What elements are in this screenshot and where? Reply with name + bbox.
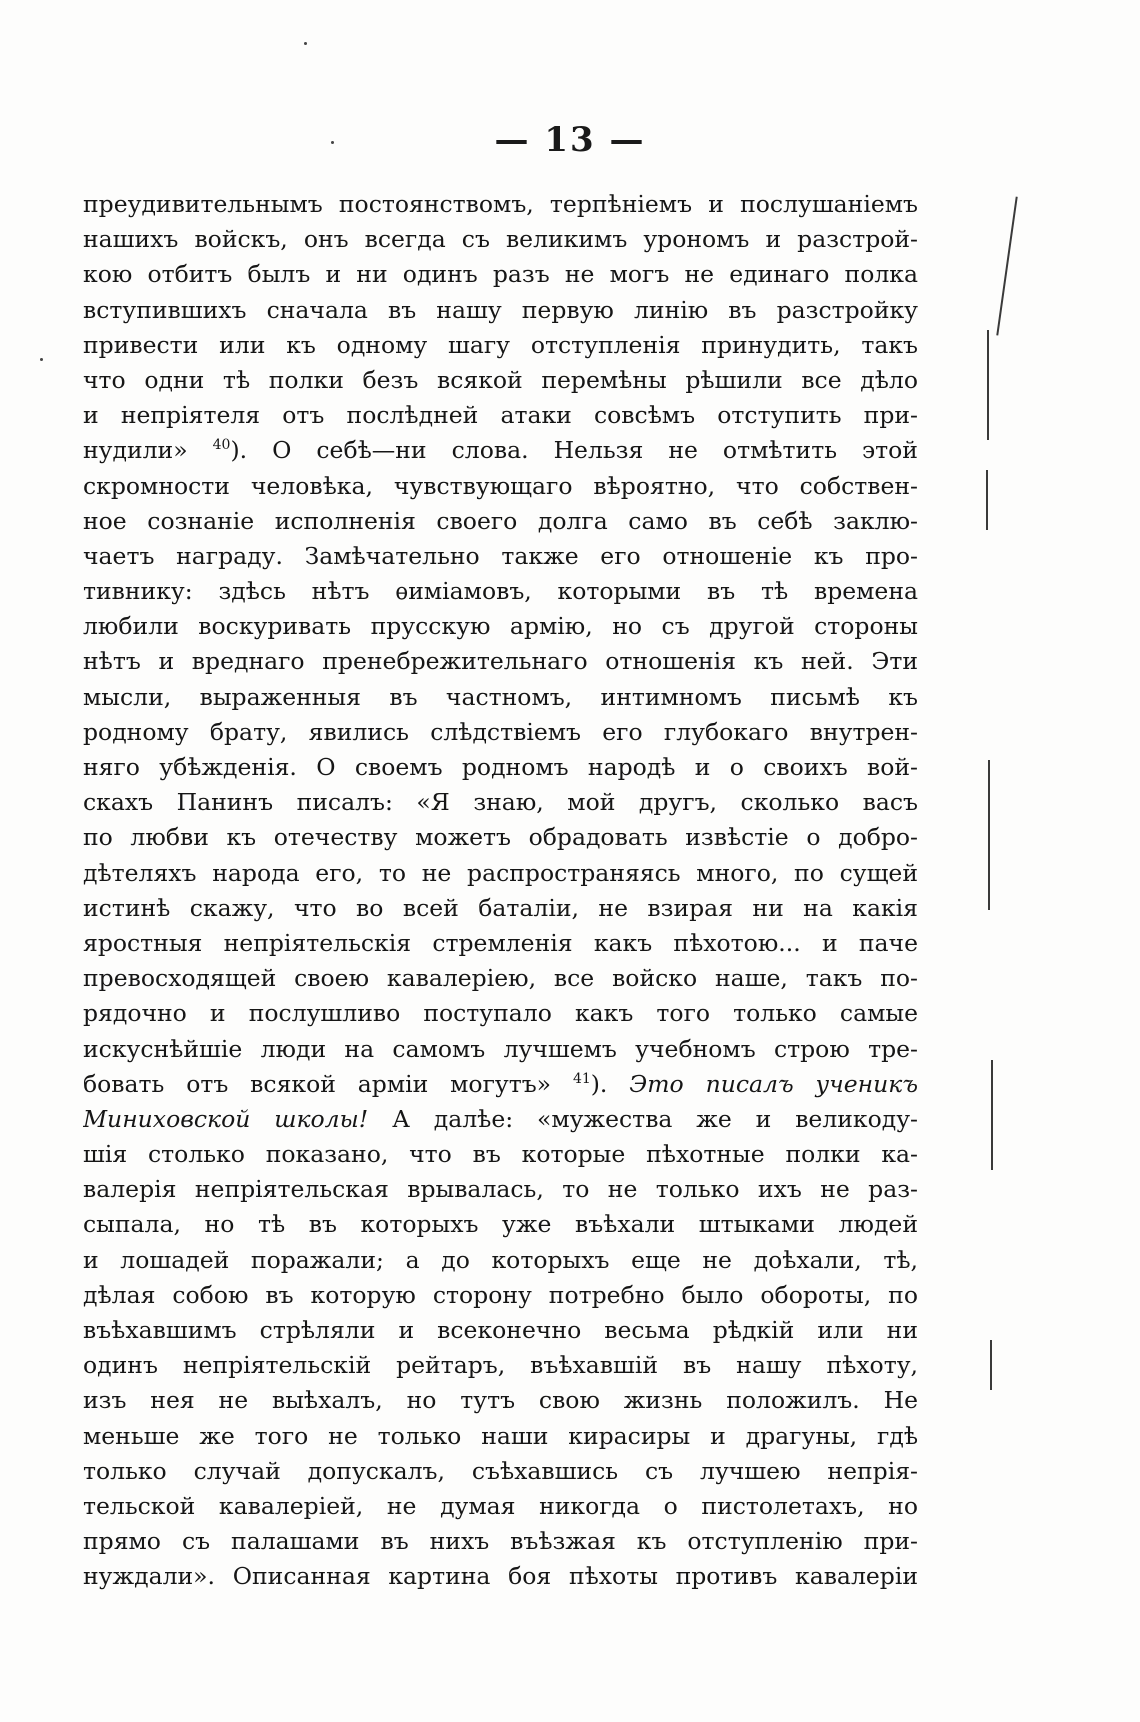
text-line (83, 1067, 918, 1102)
text-line: одинъ непріятельскій рейтаръ, въѣхавшій въ нашу пѣхоту, (83, 1351, 918, 1380)
margin-scan-line (996, 197, 1017, 336)
scan-speck (304, 42, 307, 45)
text-line: яростныя непріятельскія стремленія какъ пѣхотою... и паче (83, 928, 918, 957)
text-line (83, 1102, 918, 1137)
text-line: тельской кавалеріей, не думая никогда о пистолетахъ, но (83, 1491, 918, 1520)
text-line: въѣхавшимъ стрѣляли и всеконечно весьма рѣдкій или ни (83, 1316, 918, 1344)
scan-speck (40, 358, 43, 361)
text-line: сыпала, но тѣ въ которыхъ уже въѣхали штыками людей (83, 1210, 918, 1239)
text-fragment: нудили» (83, 436, 188, 465)
text-line: привести или къ одному шагу отступленія принудить, такъ (83, 330, 918, 359)
body-text (83, 187, 918, 1595)
text-line: дѣтеляхъ народа его, то не распространяясь много, по сущей (83, 858, 918, 887)
text-line: истинѣ скажу, что во всей баталіи, не взирая ни на какія (83, 893, 918, 922)
text-line: чаетъ награду. Замѣчательно также его отношеніе къ про- (83, 541, 918, 570)
text-fragment: ). О себѣ—ни слова. Нельзя не отмѣтить этой (230, 436, 918, 465)
footnote-ref-41: 41 (572, 1070, 591, 1087)
text-fragment: ). (590, 1069, 608, 1098)
text-line: скромности человѣка, чувствующаго вѣроятно, что собствен- (83, 471, 918, 500)
text-line: валерія непріятельская врывалась, то не только ихъ не раз- (83, 1175, 918, 1204)
text-fragment: А далѣе: «мужества же и великоду- (392, 1104, 918, 1133)
text-line: прямо съ палашами въ нихъ въѣзжая къ отступленію при- (83, 1527, 918, 1556)
text-line: дѣлая собою въ которую сторону потребно было обороты, по (83, 1280, 918, 1309)
text-line: нѣтъ и вреднаго пренебрежительнаго отношенія къ ней. Эти (83, 647, 918, 676)
text-line: ное сознаніе исполненія своего долга само въ себѣ заклю- (83, 506, 918, 535)
margin-scan-line (986, 470, 988, 530)
text-line: превосходящей своею кавалеріею, все войско наше, такъ по- (83, 964, 918, 993)
margin-scan-line (987, 330, 989, 440)
text-line: шія столько показано, что въ которые пѣхотные полки ка- (83, 1140, 918, 1169)
text-line: по любви къ отечеству можетъ обрадовать извѣстіе о добро- (83, 823, 918, 852)
text-line: родному брату, явились слѣдствіемъ его глубокаго внутрен- (83, 717, 918, 746)
margin-scan-line (991, 1060, 993, 1170)
text-line: преудивительнымъ постоянствомъ, терпѣніемъ и послушаніемъ (83, 190, 918, 218)
text-line: кою отбитъ былъ и ни одинъ разъ не могъ не единаго полка (83, 260, 918, 289)
margin-scan-line (988, 760, 990, 910)
text-line: и непріятеля отъ послѣдней атаки совсѣмъ отступить при- (83, 401, 918, 430)
text-line: изъ нея не выѣхалъ, но тутъ свою жизнь положилъ. Не (83, 1386, 918, 1415)
margin-scan-line (990, 1340, 992, 1390)
text-line: нашихъ войскъ, онъ всегда съ великимъ урономъ и разстрой- (83, 225, 918, 254)
text-line: рядочно и послушливо поступало какъ того только самые (83, 999, 918, 1028)
text-line: вступившихъ сначала въ нашу первую линію въ разстройку (83, 295, 918, 324)
text-line: мысли, выраженныя въ частномъ, интимномъ письмѣ къ (83, 682, 918, 711)
italic-emphasis: Миниховской школы! (83, 1104, 369, 1133)
text-line: меньше же того не только наши кирасиры и драгуны, гдѣ (83, 1421, 918, 1450)
text-line: скахъ Панинъ писалъ: «Я знаю, мой другъ, сколько васъ (83, 788, 918, 817)
text-line (83, 433, 918, 468)
text-line: тивнику: здѣсь нѣтъ ѳиміамовъ, которыми въ тѣ времена (83, 577, 918, 606)
text-fragment: бовать отъ всякой арміи могутъ» (83, 1069, 552, 1098)
scan-speck (331, 141, 334, 144)
text-line: няго убѣжденія. О своемъ родномъ народѣ и о своихъ вой- (83, 753, 918, 781)
text-line: только случай допускалъ, съѣхавшись съ лучшею непрія- (83, 1456, 918, 1485)
text-line: любили воскуривать прусскую армію, но съ другой стороны (83, 612, 918, 641)
italic-emphasis: Это писалъ ученикъ (629, 1069, 918, 1098)
text-line: что одни тѣ полки безъ всякой перемѣны рѣшили все дѣло (83, 365, 918, 394)
footnote-ref-40: 40 (212, 437, 231, 454)
text-line: искуснѣйшіе люди на самомъ лучшемъ учебномъ строю тре- (83, 1034, 918, 1063)
text-line: нуждали». Описанная картина боя пѣхоты противъ кавалеріи (83, 1562, 918, 1591)
page-number: — 13 — (494, 120, 646, 160)
text-line: и лошадей поражали; а до которыхъ еще не доѣхали, тѣ, (83, 1245, 918, 1274)
